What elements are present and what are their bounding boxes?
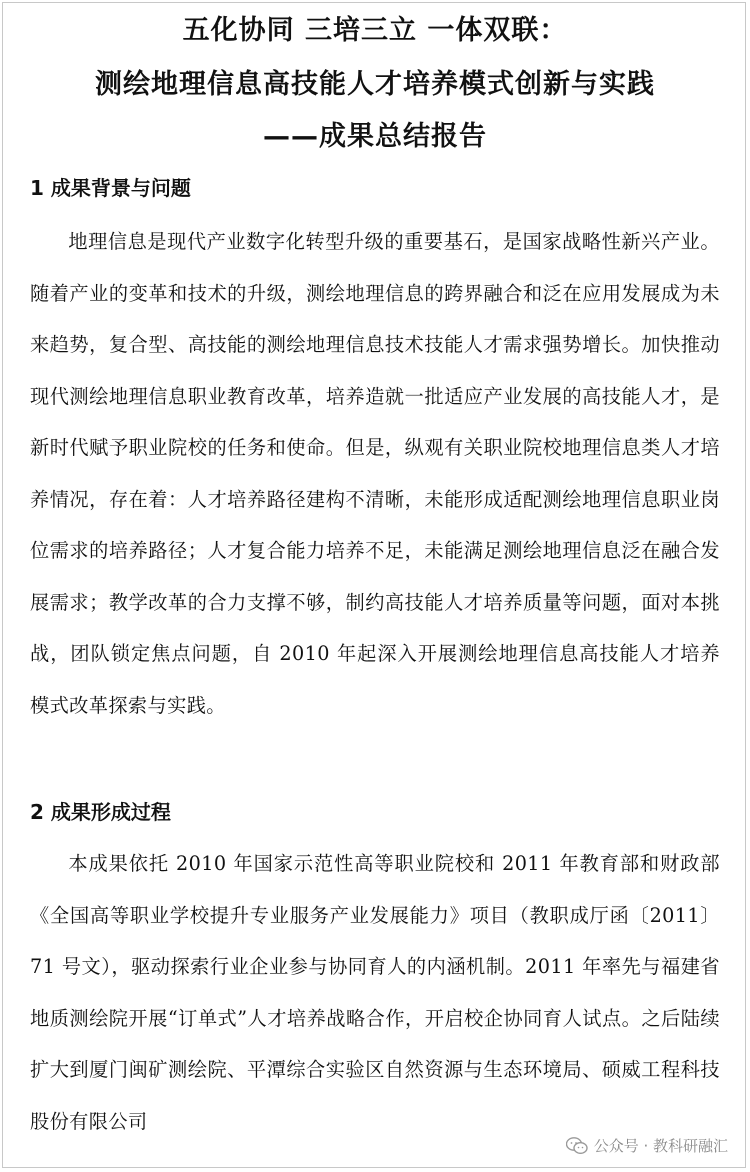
title-line-1: 五化协同 三培三立 一体双联： xyxy=(182,15,568,46)
watermark-text: 公众号 · 教科研融汇 xyxy=(593,1137,728,1155)
wechat-icon xyxy=(566,1137,588,1155)
watermark xyxy=(562,1133,732,1158)
section-paragraph-background: 地理信息是现代产业数字化转型升级的重要基石，是国家战略性新兴产业。随着产业的变革和技术的升级，测绘地理信息的跨界融合和泛在应用发展成为未来趋势，复合型、高技能的测绘地理信息技术技能人才需求强势增长。加快推动现代测绘地理信息职业教育改革，培养造就一批适应产业发展的高技能人才，是新时代赋予职业院校的任务和使命。但是，纵观有关职业院校地理信息类人才培养情况，存在着：人才培养路径建构不清晰，未能形成适配测绘地理信息职业岗位需求的培养路径；人才复合能力培养不足，未能满足测绘地理信息泛在融合发展需求；教学改革的合力支撑不够，制约高技能人才培养质量等问题，面对本挑战，团队锁定焦点问题，自 2010 年起深入开展测绘地理信息高技能人才培养模式改革探索与实践。 xyxy=(30,230,720,717)
section-paragraph-process: 本成果依托 2010 年国家示范性高等职业院校和 2011 年教育部和财政部《全国高等职业学校提升专业服务产业发展能力》项目（教职成厅函〔2011〕71 号文），驱动探索行业企业参与协同育人的内涵机制。2011 年率先与福建省地质测绘院开展“订单式”人才培养战略合作，开启校企协同育人试点。之后陆续扩大到厦门闽矿测绘院、平潭综合实验区自然资源与生态环境局、硕威工程科技股份有限公司 xyxy=(30,852,720,1133)
title-line-2: 测绘地理信息高技能人才培养模式创新与实践 xyxy=(95,69,655,100)
title-line-3: ——成果总结报告 xyxy=(263,121,487,152)
section-heading-background: 1 成果背景与问题 xyxy=(30,176,191,200)
section-heading-process: 2 成果形成过程 xyxy=(30,800,171,824)
